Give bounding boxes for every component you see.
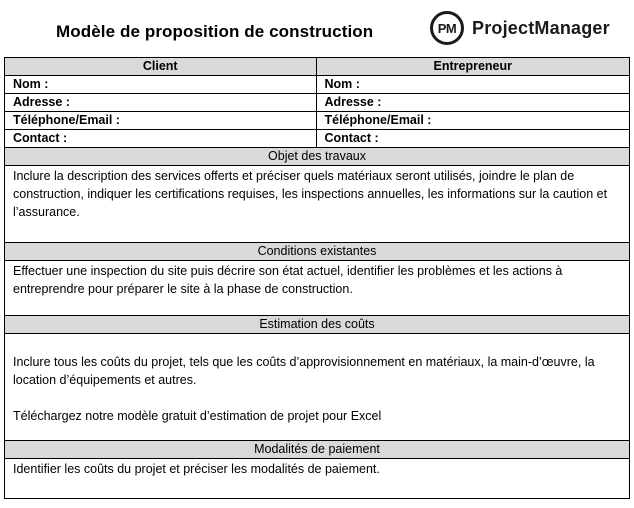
contractor-name-field[interactable]: Nom :	[316, 76, 630, 94]
scope-section-body[interactable]	[5, 166, 630, 243]
conditions-section-body[interactable]	[5, 261, 630, 316]
estimate-section-header: Estimation des coûts	[5, 316, 630, 334]
contractor-address-field[interactable]: Adresse :	[316, 94, 630, 112]
estimate-download-text: Téléchargez notre modèle gratuit d’estimation de projet pour Excel	[13, 409, 382, 423]
payment-text: Identifier les coûts du projet et préciser les modalités de paiement.	[13, 462, 380, 476]
client-name-field[interactable]: Nom :	[5, 76, 317, 94]
client-contact-field[interactable]: Contact :	[5, 130, 317, 148]
estimate-section-body[interactable]	[5, 334, 630, 441]
pm-logo-icon: PM	[430, 11, 464, 45]
payment-section-body[interactable]	[5, 459, 630, 499]
contractor-contact-field[interactable]: Contact :	[316, 130, 630, 148]
document-title: Modèle de proposition de construction	[56, 22, 374, 41]
contractor-phone-email-field[interactable]: Téléphone/Email :	[316, 112, 630, 130]
client-phone-email-field[interactable]: Téléphone/Email :	[5, 112, 317, 130]
logo-name: ProjectManager	[472, 17, 610, 38]
estimate-text: Inclure tous les coûts du projet, tels que les coûts d’approvisionnement en matériaux, la main-d’œuvre, la location d’équipements et autres.	[13, 355, 595, 387]
payment-section-header: Modalités de paiement	[5, 441, 630, 459]
scope-text: Inclure la description des services offerts et préciser quels matériaux seront utilisés, joindre le plan de construction, indiquer les certifications requises, les inspections annuelles, les informations sur la caution et l’assurance.	[13, 169, 608, 219]
logo	[430, 10, 610, 46]
conditions-section-header: Conditions existantes	[5, 243, 630, 261]
contractor-column-header: Entrepreneur	[316, 58, 630, 76]
client-address-field[interactable]: Adresse :	[5, 94, 317, 112]
client-column-header: Client	[5, 58, 317, 76]
conditions-text: Effectuer une inspection du site puis décrire son état actuel, identifier les problèmes et les actions à entreprendre pour préparer le site à la phase de construction.	[13, 264, 563, 296]
scope-section-header: Objet des travaux	[5, 148, 630, 166]
proposal-table	[4, 57, 630, 499]
